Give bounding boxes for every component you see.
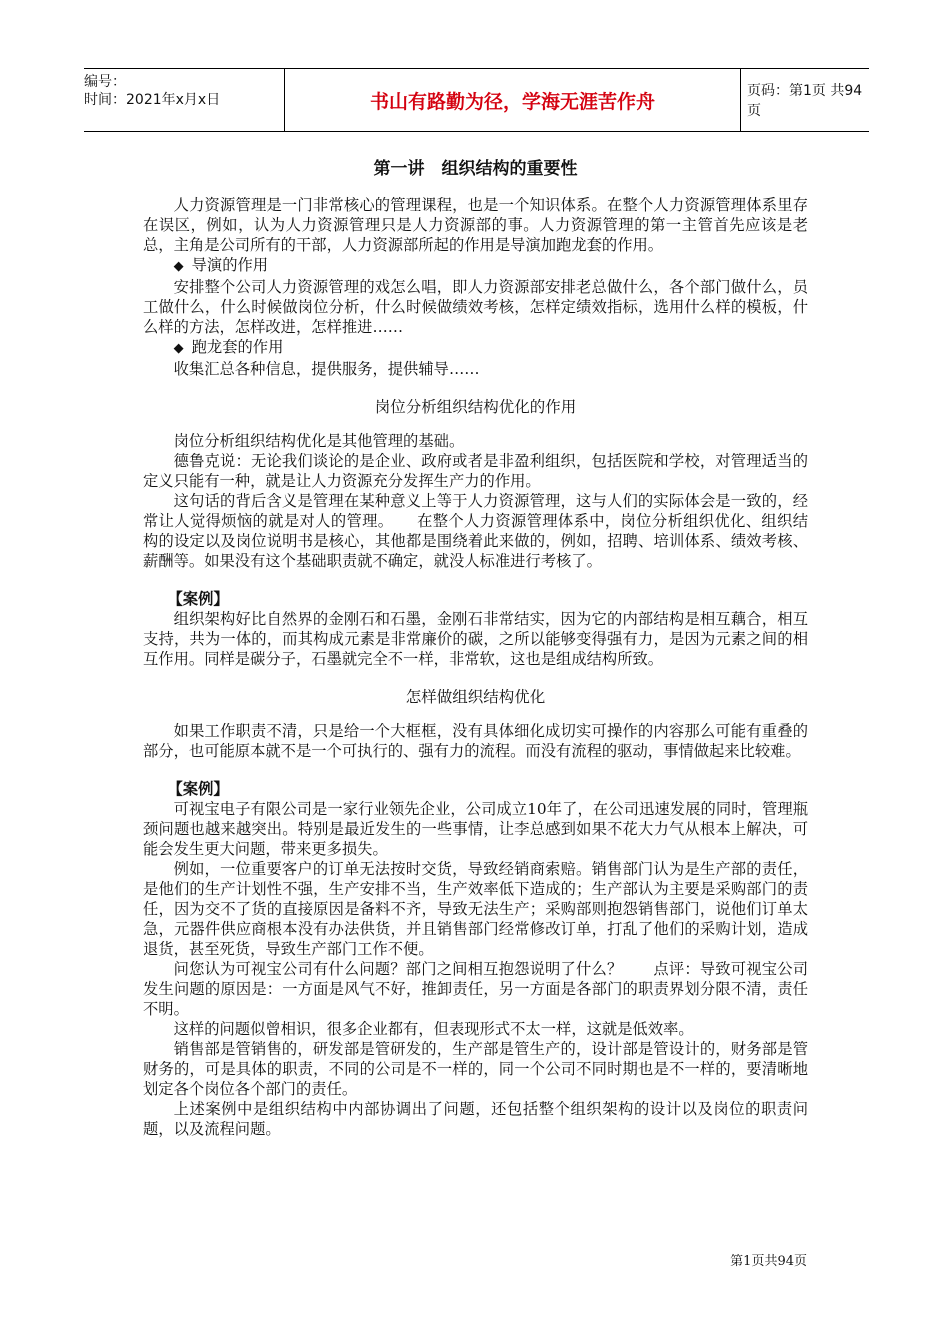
paragraph: 人力资源管理是一门非常核心的管理课程，也是一个知识体系。在整个人力资源管理体系里存在误区，例如，认为人力资源管理只是人力资源部的事。人力资源管理的第一主管首先应该是老总，主角是公司所有的干部，人力资源部所起的作用是导演加跑龙套的作用。 [143, 196, 808, 254]
paragraph: 上述案例中是组织结构中内部协调出了问题，还包括整个组织架构的设计以及岗位的职责问题，以及流程问题。 [143, 1100, 808, 1138]
case-label: 【案例】 [167, 590, 229, 608]
diamond-bullet-icon: ◆ [173, 259, 184, 274]
paragraph: 例如，一位重要客户的订单无法按时交货，导致经销商索赔。销售部门认为是生产部的责任，是他们的生产计划性不强，生产安排不当，生产效率低下造成的；生产部认为主要是采购部门的责任，因为交不了货的直接原因是备料不齐，导致无法生产；采购部则抱怨销售部门，说他们订单太急，元器件供应商根本没有办法供货，并且销售部门经常修改订单，打乱了他们的采购计划，造成退货，甚至死货，导致生产部门工作不便。 [143, 860, 808, 958]
doc-number: 编号： [84, 74, 126, 90]
paragraph: 收集汇总各种信息，提供服务，提供辅导…… [173, 360, 480, 378]
paragraph: 可视宝电子有限公司是一家行业领先企业，公司成立10年了，在公司迅速发展的同时，管理瓶颈问题也越来越突出。特别是最近发生的一些事情，让李总感到如果不花大力气从根本上解决，可能会发生更大问题，带来更多损失。 [143, 800, 808, 858]
case-label: 【案例】 [167, 780, 229, 798]
paragraph: 安排整个公司人力资源管理的戏怎么唱，即人力资源部安排老总做什么，各个部门做什么，员工做什么，什么时候做岗位分析，什么时候做绩效考核，怎样定绩效指标，选用什么样的模板，什么样的方法，怎样改进，怎样推进…… [143, 278, 808, 336]
paragraph: 这样的问题似曾相识，很多企业都有，但表现形式不太一样，这就是低效率。 [173, 1020, 694, 1038]
paragraph: 如果工作职责不清，只是给一个大框框，没有具体细化成切实可操作的内容那么可能有重叠的部分，也可能原本就不是一个可执行的、强有力的流程。而没有流程的驱动，事情做起来比较难。 [143, 722, 808, 760]
paragraph: 问您认为可视宝公司有什么问题？部门之间相互抱怨说明了什么？ 点评：导致可视宝公司发生问题的原因是：一方面是风气不好，推卸责任，另一方面是各部门的职责界划分限不清，责任不明。 [143, 960, 808, 1018]
paragraph: 这句话的背后含义是管理在某种意义上等于人力资源管理，这与人们的实际体会是一致的，经常让人觉得烦恼的就是对人的管理。 在整个人力资源管理体系中，岗位分析组织优化、组织结构的设定以及岗位说明书是核心，其他都是围绕着此来做的，例如，招聘、培训体系、绩效考核、薪酬等。如果没有这个基础职责就不确定，就没人标准进行考核了。 [143, 492, 808, 570]
bullet-item [143, 337, 808, 359]
paragraph: 岗位分析组织结构优化是其他管理的基础。 [173, 432, 465, 450]
paragraph: 德鲁克说：无论我们谈论的是企业、政府或者是非盈利组织，包括医院和学校，对管理适当的定义只能有一种，就是让人力资源充分发挥生产力的作用。 [143, 452, 808, 490]
section-heading: 岗位分析组织结构优化的作用 [374, 398, 577, 416]
paragraph: 组织架构好比自然界的金刚石和石墨，金刚石非常结实，因为它的内部结构是相互藕合，相互支持，共为一体的，而其构成元素是非常廉价的碳，之所以能够变得强有力，是因为元素之间的相互作用。同样是碳分子，石墨就完全不一样，非常软，这也是组成结构所致。 [143, 610, 808, 668]
lecture-title: 第一讲 组织结构的重要性 [373, 159, 578, 179]
header-meta [84, 69, 284, 135]
diamond-bullet-icon: ◆ [173, 341, 184, 356]
bullet-text: 导演的作用 [191, 256, 269, 274]
header-table [84, 68, 869, 132]
paragraph: 销售部是管销售的，研发部是管研发的，生产部是管生产的，设计部是管设计的，财务部是管财务的，可是具体的职责，不同的公司是不一样的，同一个公司不同时期也是不一样的，要清晰地划定各个岗位各个部门的责任。 [143, 1040, 808, 1098]
doc-date: 时间：2021年x月x日 [84, 92, 221, 108]
header-page-number: 页码：第1页 共94页 [747, 83, 863, 119]
bullet-item [143, 255, 808, 277]
page-footer: 第1页共94页 [730, 1254, 807, 1269]
bullet-text: 跑龙套的作用 [191, 338, 284, 356]
document-body [143, 146, 808, 1139]
header-motto: 书山有路勤为径，学海无涯苦作舟 [284, 69, 741, 131]
section-heading: 怎样做组织结构优化 [405, 688, 546, 706]
